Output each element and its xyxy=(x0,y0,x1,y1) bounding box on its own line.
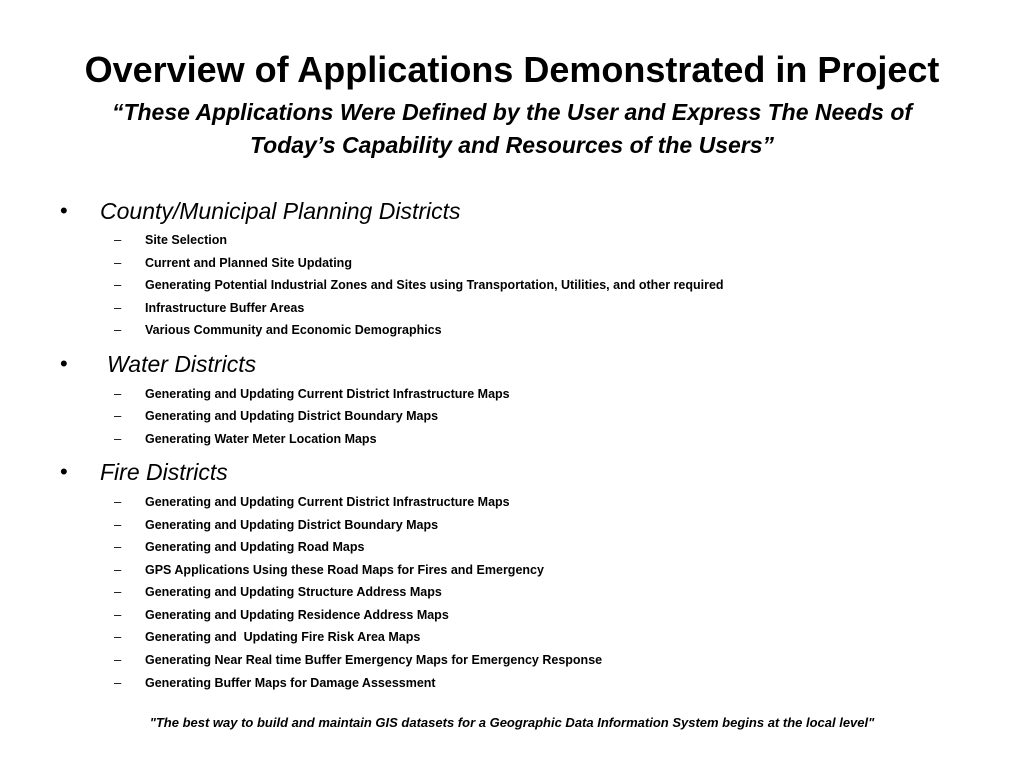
subtitle-line: Today’s Capability and Resources of the Users” xyxy=(249,132,775,158)
list-item-label: Generating and Updating Residence Address Maps xyxy=(145,608,449,622)
list-item xyxy=(0,604,1024,626)
dash: – xyxy=(114,517,122,532)
list-item xyxy=(0,672,1024,694)
dash: – xyxy=(114,431,122,446)
list-item xyxy=(0,252,1024,274)
dash: – xyxy=(114,494,122,509)
section-label: County/Municipal Planning Districts xyxy=(100,198,461,224)
list-item xyxy=(0,319,1024,341)
list-item xyxy=(0,229,1024,251)
list-item xyxy=(0,428,1024,450)
dash: – xyxy=(114,255,122,270)
dash: – xyxy=(114,386,122,401)
section-label: Water Districts xyxy=(107,351,257,377)
list-item-label: Generating and Updating District Boundary Maps xyxy=(145,518,439,532)
list-item-label: GPS Applications Using these Road Maps for Fires and Emergency xyxy=(145,563,544,577)
dash: – xyxy=(114,652,122,667)
dash: – xyxy=(114,562,122,577)
list-item-label: Generating Near Real time Buffer Emergency Maps for Emergency Response xyxy=(145,653,603,667)
bullet: • xyxy=(60,198,68,223)
section-water xyxy=(0,348,1024,380)
dash: – xyxy=(114,408,122,423)
list-item-label: Generating and Updating Current District Infrastructure Maps xyxy=(145,495,510,509)
list-item-label: Current and Planned Site Updating xyxy=(145,256,352,270)
list-item-label: Generating and Updating Fire Risk Area Maps xyxy=(145,630,421,644)
list-item xyxy=(0,581,1024,603)
list-item-label: Site Selection xyxy=(145,233,227,247)
list-item-label: Generating Water Meter Location Maps xyxy=(145,432,377,446)
slide-title: Overview of Applications Demonstrated in Project xyxy=(84,49,940,90)
list-item-label: Generating and Updating Structure Address Maps xyxy=(145,585,442,599)
slide-subtitle xyxy=(60,96,964,162)
dash: – xyxy=(114,232,122,247)
list-item xyxy=(0,405,1024,427)
list-item xyxy=(0,649,1024,671)
list-item xyxy=(0,297,1024,319)
section-fire xyxy=(0,456,1024,488)
list-item-label: Generating and Updating Current District Infrastructure Maps xyxy=(145,387,510,401)
dash: – xyxy=(114,629,122,644)
dash: – xyxy=(114,300,122,315)
list-item xyxy=(0,559,1024,581)
dash: – xyxy=(114,277,122,292)
bullet: • xyxy=(60,351,68,376)
list-item xyxy=(0,626,1024,648)
list-item xyxy=(0,383,1024,405)
dash: – xyxy=(114,584,122,599)
subtitle-line: “These Applications Were Defined by the User and Express The Needs of xyxy=(111,99,913,125)
section-county-municipal xyxy=(0,195,1024,227)
dash: – xyxy=(114,675,122,690)
footer-quote: "The best way to build and maintain GIS datasets for a Geographic Data Information System begins at the local level" xyxy=(149,715,875,730)
list-item xyxy=(0,514,1024,536)
list-item xyxy=(0,536,1024,558)
list-item-label: Generating and Updating District Boundary Maps xyxy=(145,409,439,423)
section-label: Fire Districts xyxy=(100,459,228,485)
list-item-label: Infrastructure Buffer Areas xyxy=(145,301,305,315)
list-item-label: Various Community and Economic Demographics xyxy=(145,323,442,337)
list-item xyxy=(0,274,1024,296)
list-item-label: Generating Buffer Maps for Damage Assessment xyxy=(145,676,436,690)
dash: – xyxy=(114,539,122,554)
list-item-label: Generating and Updating Road Maps xyxy=(145,540,365,554)
bullet: • xyxy=(60,459,68,484)
dash: – xyxy=(114,607,122,622)
list-item-label: Generating Potential Industrial Zones and Sites using Transportation, Utilities, and other required xyxy=(145,278,724,292)
list-item xyxy=(0,491,1024,513)
dash: – xyxy=(114,322,122,337)
